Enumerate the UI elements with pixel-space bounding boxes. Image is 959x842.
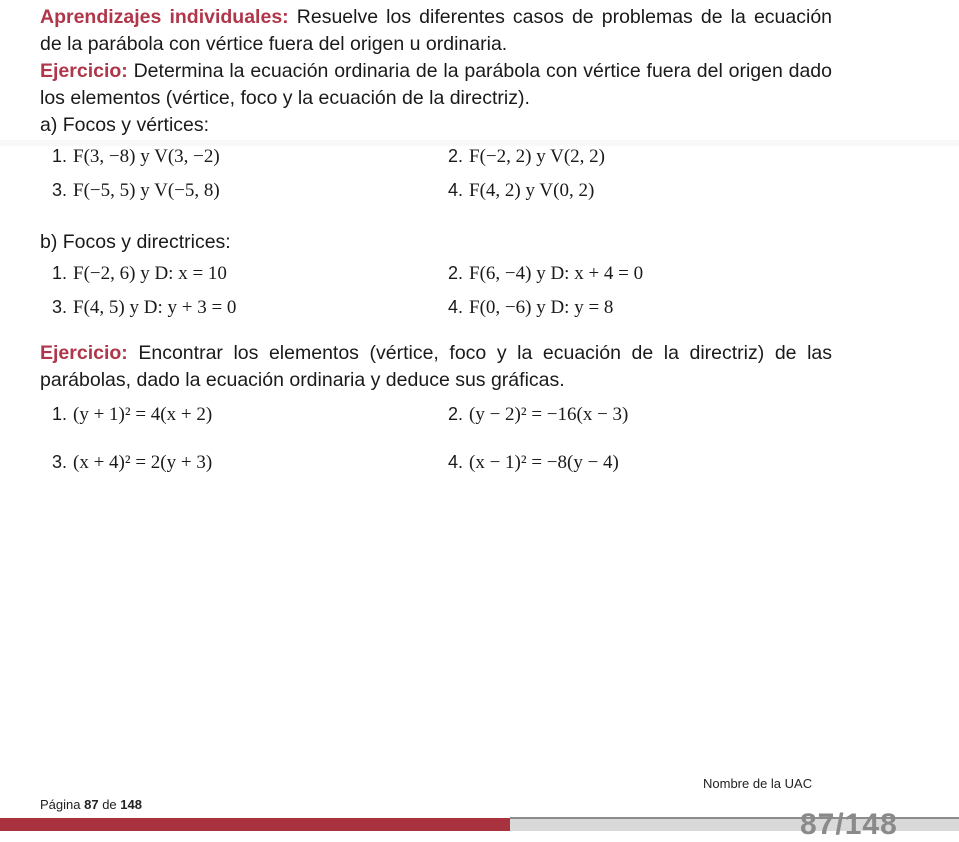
footer-bar-red xyxy=(0,818,510,831)
list-item: 2. (y − 2)² = −16(x − 3) xyxy=(448,404,629,425)
page-number-large: 87/148 xyxy=(800,808,898,841)
page-indicator: Página 87 de 148 xyxy=(40,797,142,812)
intro-lead: Aprendizajes individuales: xyxy=(40,6,289,28)
list-item: 1. (y + 1)² = 4(x + 2) xyxy=(52,404,213,425)
list-item: 4. (x − 1)² = −8(y − 4) xyxy=(448,452,619,473)
uac-name: Nombre de la UAC xyxy=(703,776,813,791)
list-item: 2. F(6, −4) y D: x + 4 = 0 xyxy=(448,263,644,284)
worksheet xyxy=(40,4,832,490)
exercise2-list xyxy=(40,394,832,490)
list-item: 2. F(−2, 2) y V(2, 2) xyxy=(448,146,605,167)
list-item: 3. F(4, 5) y D: y + 3 = 0 xyxy=(52,297,237,318)
section-b-list xyxy=(40,256,832,324)
exercise1-text: Determina la ecuación ordinaria de la parábola con vértice fuera del origen dado los elementos (vértice, foco y la ecuación de la directriz). xyxy=(40,60,832,109)
list-item: 3. F(−5, 5) y V(−5, 8) xyxy=(52,180,220,201)
list-item: 1. F(−2, 6) y D: x = 10 xyxy=(52,263,227,284)
exercise2-paragraph xyxy=(40,340,832,394)
exercise1-lead: Ejercicio: xyxy=(40,60,128,82)
section-a-list xyxy=(40,139,832,207)
section-b-title: b) Focos y directrices: xyxy=(40,231,231,253)
list-item: 3. (x + 4)² = 2(y + 3) xyxy=(52,452,213,473)
list-item: 4. F(4, 2) y V(0, 2) xyxy=(448,180,595,201)
list-item: 4. F(0, −6) y D: y = 8 xyxy=(448,297,614,318)
exercise2-lead: Ejercicio: xyxy=(40,342,128,364)
intro-paragraph xyxy=(40,4,832,58)
intro-text: Resuelve los diferentes casos de problemas de la ecuación de la parábola con vértice fuera del origen u ordinaria. xyxy=(40,6,833,55)
exercise2-text: Encontrar los elementos (vértice, foco y la ecuación de la directriz) de las parábolas, dado la ecuación ordinaria y deduce sus gráficas. xyxy=(40,342,832,391)
exercise1-paragraph xyxy=(40,58,832,112)
section-a-title: a) Focos y vértices: xyxy=(40,114,210,136)
list-item: 1. F(3, −8) y V(3, −2) xyxy=(52,146,220,167)
